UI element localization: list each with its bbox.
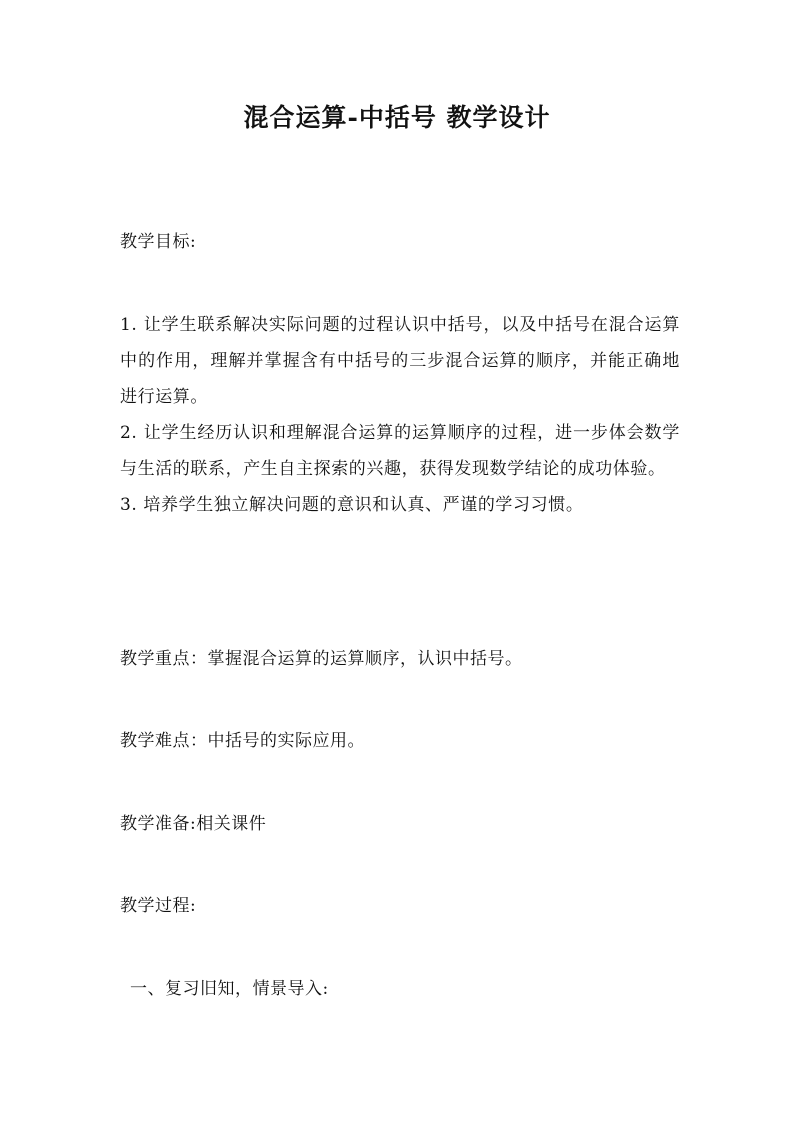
preparation: 教学准备:相关课件 bbox=[120, 814, 267, 834]
objectives-list bbox=[120, 307, 680, 523]
objectives-heading: 教学目标: bbox=[120, 232, 197, 252]
section-one-heading: 一、复习旧知，情景导入: bbox=[130, 979, 329, 999]
key-point: 教学重点：掌握混合运算的运算顺序，认识中括号。 bbox=[120, 649, 523, 669]
difficulty: 教学难点：中括号的实际应用。 bbox=[120, 731, 365, 751]
objective-item: 3. 培养学生独立解决问题的意识和认真、严谨的学习习惯。 bbox=[120, 495, 584, 515]
objective-item: 2. 让学生经历认识和理解混合运算的运算顺序的过程，进一步体会数学与生活的联系，产生自主探索的兴趣，获得发现数学结论的成功体验。 bbox=[120, 423, 680, 479]
objective-item: 1. 让学生联系解决实际问题的过程认识中括号，以及中括号在混合运算中的作用，理解并掌握含有中括号的三步混合运算的顺序，并能正确地进行运算。 bbox=[120, 315, 680, 407]
process-heading: 教学过程: bbox=[120, 896, 197, 916]
document-title: 混合运算-中括号 教学设计 bbox=[243, 103, 551, 132]
